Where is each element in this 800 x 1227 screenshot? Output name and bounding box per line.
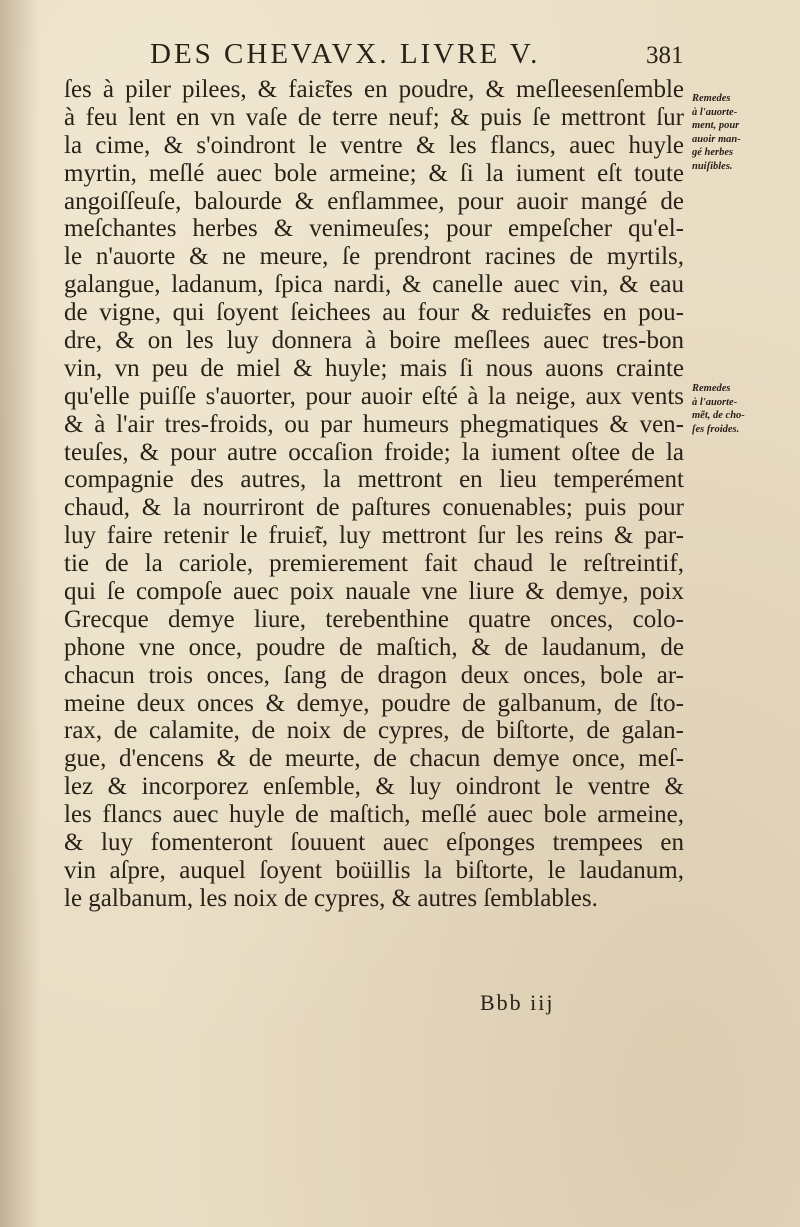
- text-line: à feu lent en vn vaſe de terre neuf; & puis ſe mettront ſur: [64, 103, 684, 131]
- text-line: & à l'air tres-froids, ou par humeurs phegmatiques & ven-: [64, 410, 684, 438]
- text-line: chaud, & la nourriront de paſtures conuenables; puis pour: [64, 494, 684, 522]
- main-text-block: [64, 76, 684, 913]
- text-line: phone vne once, poudre de maſtich, & de laudanum, de: [64, 633, 684, 661]
- text-line: galangue, ladanum, ſpica nardi, & canelle auec vin, & eau: [64, 271, 684, 299]
- margin-note-line: gé herbes: [692, 147, 734, 158]
- text-line: gue, d'encens & de meurte, de chacun demye once, meſ-: [64, 745, 684, 773]
- text-line: qui ſe compoſe auec poix nauale vne liure & demye, poix: [64, 578, 684, 606]
- text-line: meine deux onces & demye, poudre de galbanum, de ſto-: [64, 689, 684, 717]
- text-line: angoiſſeuſe, balourde & enflammee, pour auoir mangé de: [64, 187, 684, 215]
- text-line: ſes à piler pilees, & faiɛ̃tes en poudre, & meſleesenſemble: [64, 76, 684, 103]
- running-title: DES CHEVAVX. LIVRE V.: [150, 38, 541, 70]
- text-line: rax, de calamite, de noix de cypres, de biſtorte, de galan-: [64, 717, 684, 745]
- text-line: vin aſpre, auquel ſoyent boüillis la biſtorte, le laudanum,: [64, 856, 684, 884]
- text-line: chacun trois onces, ſang de dragon deux onces, bole ar-: [64, 661, 684, 689]
- text-line: Grecque demye liure, terebenthine quatre onces, colo-: [64, 605, 684, 633]
- margin-note-remedy-cold-things: [692, 382, 774, 436]
- margin-note-line: Remedes: [692, 383, 731, 394]
- text-line: luy faire retenir le fruiɛ̃t, luy mettront ſur les reins & par-: [64, 522, 684, 550]
- margin-note-line: mẽt, de cho-: [692, 410, 745, 421]
- text-line: vin, vn peu de miel & huyle; mais ſi nous auons crainte: [64, 354, 684, 382]
- text-line: teuſes, & pour autre occaſion froide; la iument oſtee de la: [64, 438, 684, 466]
- text-line: de vigne, qui ſoyent ſeichees au four & reduiɛ̃tes en pou-: [64, 299, 684, 327]
- page-number: 381: [646, 42, 684, 69]
- text-line: compagnie des autres, la mettront en lieu temperément: [64, 466, 684, 494]
- margin-note-line: à l'auorte-: [692, 106, 738, 118]
- text-line: la cime, & s'oindront le ventre & les flancs, auec huyle: [64, 131, 684, 159]
- text-line: lez & incorporez enſemble, & luy oindront le ventre &: [64, 773, 684, 801]
- margin-note-line: à l'auorte-: [692, 396, 738, 408]
- margin-note-remedy-poisonous-herbs: [692, 92, 774, 173]
- text-line: le n'auorte & ne meure, ſe prendront racines de myrtils,: [64, 243, 684, 271]
- text-line: dre, & on les luy donnera à boire meſlees auec tres-bon: [64, 327, 684, 355]
- text-line: & luy fomenteront ſouuent auec eſponges trempees en: [64, 829, 684, 857]
- text-line: myrtin, meſlé auec bole armeine; & ſi la iument eſt toute: [64, 159, 684, 187]
- margin-note-line: auoir man-: [692, 133, 741, 145]
- text-line: meſchantes herbes & venimeuſes; pour empeſcher qu'el-: [64, 215, 684, 243]
- signature-mark: Bbb iij: [480, 990, 555, 1015]
- margin-note-line: Remedes: [692, 93, 731, 104]
- gutter-shadow: [0, 0, 40, 1227]
- text-line: tie de la cariole, premierement fait chaud le reſtreintif,: [64, 550, 684, 578]
- text-line-final: le galbanum, les noix de cypres, & autres ſemblables.: [64, 884, 598, 912]
- text-line: qu'elle puiſſe s'auorter, pour auoir eſté à la neige, aux vents: [64, 382, 684, 410]
- margin-note-line: ſes froides.: [692, 423, 740, 435]
- text-line: les flancs auec huyle de maſtich, meſlé auec bole armeine,: [64, 801, 684, 829]
- margin-note-line: nuiſibles.: [692, 160, 733, 172]
- margin-note-line: ment, pour: [692, 120, 740, 131]
